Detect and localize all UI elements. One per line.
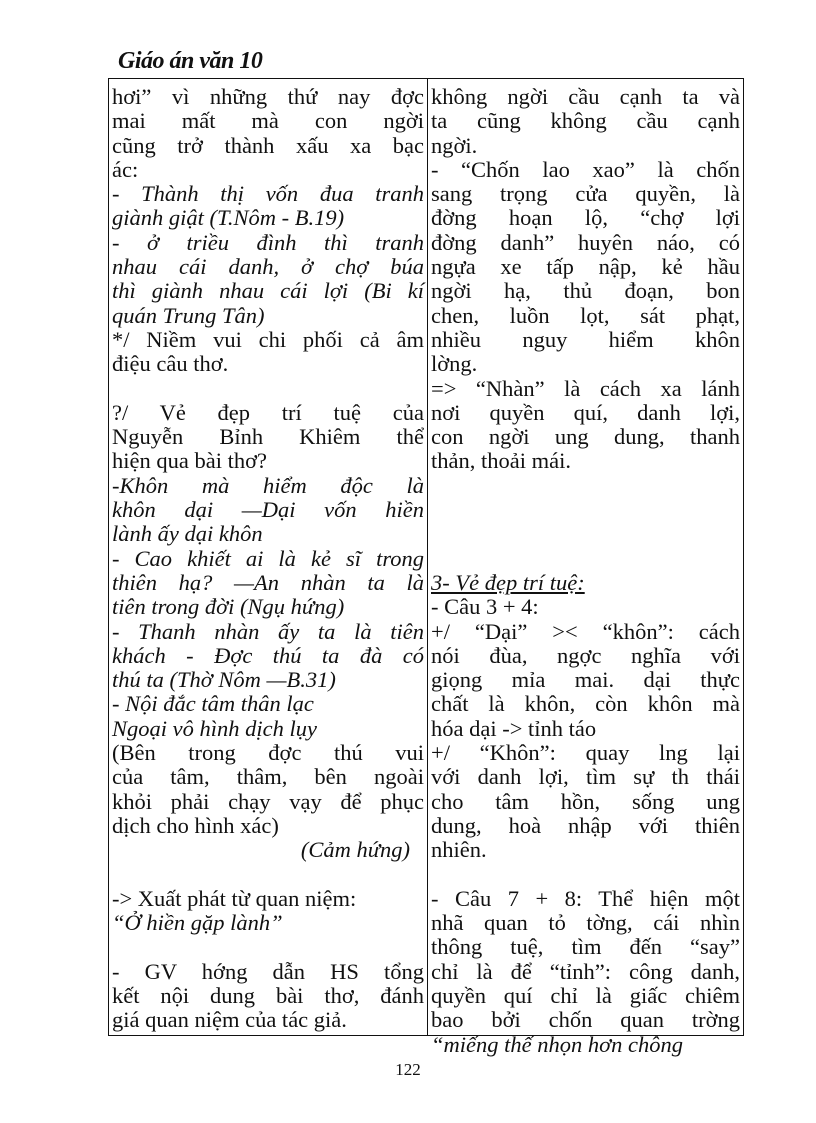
right-line: sang trọng cửa quyền, là: [431, 181, 740, 207]
left-line: hơi” vì những thứ nay đợc: [112, 84, 424, 109]
right-line: thản, thoải mái.: [431, 448, 571, 474]
right-line: nói đùa, ngợc nghĩa với: [431, 642, 740, 668]
left-line: -Khôn mà hiểm độc là: [112, 472, 424, 498]
left-line: điệu câu thơ.: [112, 351, 229, 377]
left-line: lành ấy dại khôn: [112, 521, 263, 547]
right-line: => “Nhàn” là cách xa lánh: [431, 375, 740, 401]
page-number: 122: [395, 1060, 421, 1079]
right-line: chất là khôn, còn khôn mà: [431, 691, 740, 717]
left-line: (Bên trong đợc thú vui: [112, 740, 424, 766]
left-line: ?/ Vẻ đẹp trí tuệ của: [112, 399, 424, 425]
right-line: - Câu 7 + 8: Thể hiện một: [431, 885, 740, 911]
right-line: không ngời cầu cạnh ta và: [431, 84, 740, 109]
left-line: quán Trung Tân): [112, 302, 265, 328]
section-heading: 3- Vẻ đẹp trí tuệ:: [431, 569, 585, 595]
left-line: - Thanh nhàn ấy ta là tiên: [112, 618, 424, 644]
right-line: +/ “Dại” >< “khôn”: cách: [431, 618, 740, 644]
left-line: thì giành nhau cái lợi (Bi kí: [112, 278, 424, 304]
right-column: [428, 79, 743, 1057]
left-column: [109, 79, 428, 1035]
right-line: [431, 547, 740, 571]
left-line: của tâm, thâm, bên ngoài: [112, 764, 424, 790]
left-line: ác:: [112, 156, 139, 182]
right-line: [431, 498, 740, 522]
left-line: - Nội đắc tâm thân lạc: [112, 691, 314, 717]
left-line: thú ta (Thờ Nôm —B.31): [112, 667, 336, 693]
right-line: “miếng thế nhọn hơn chông: [431, 1031, 683, 1057]
right-line: nhã quan tỏ tờng, cái nhìn: [431, 910, 740, 936]
left-line: nhau cái danh, ở chợ búa: [112, 254, 424, 280]
right-line: - “Chốn lao xao” là chốn: [431, 156, 740, 182]
right-line: đờng hoạn lộ, “chợ lợi: [431, 205, 740, 231]
left-line: khách - Đợc thú ta đà có: [112, 642, 424, 668]
left-line: mai mất mà con ngời: [112, 108, 424, 134]
right-line: nhiều nguy hiểm khôn: [431, 326, 740, 352]
right-line: với danh lợi, tìm sự th thái: [431, 764, 740, 790]
right-line: lờng.: [431, 351, 478, 377]
left-line: Nguyễn Bỉnh Khiêm thể: [112, 424, 424, 450]
right-line: con ngời ung dung, thanh: [431, 424, 740, 450]
right-line: thông tuệ, tìm đến “say”: [431, 934, 740, 960]
left-line: Ngoại vô hình dịch lụy: [112, 715, 317, 741]
right-line: bao bởi chốn quan trờng: [431, 1007, 740, 1033]
right-line: [431, 522, 740, 546]
right-line: cho tâm hồn, sống ung: [431, 788, 740, 814]
right-line: chỉ là để “tỉnh”: công danh,: [431, 958, 740, 984]
right-line: chen, luồn lọt, sát phạt,: [431, 302, 740, 328]
left-line: - ở triều đình thì tranh: [112, 229, 424, 255]
right-line: nhiên.: [431, 837, 487, 863]
left-line: kết nội dung bài thơ, đánh: [112, 982, 424, 1008]
left-line: “Ở hiền gặp lành”: [112, 910, 283, 936]
left-line: giành giật (T.Nôm - B.19): [112, 205, 345, 231]
left-line: khỏi phải chạy vạy để phục: [112, 788, 424, 814]
right-line: hóa dại -> tỉnh táo: [431, 715, 597, 741]
right-line: giọng mỉa mai. dại thực: [431, 667, 740, 693]
left-line: - Cao khiết ai là kẻ sĩ trong: [112, 545, 424, 571]
right-line: dung, hoà nhập với thiên: [431, 812, 740, 838]
right-line: - Câu 3 + 4:: [431, 594, 539, 620]
left-line: [112, 377, 424, 401]
left-line: - Thành thị vốn đua tranh: [112, 181, 424, 207]
content-table: [108, 78, 744, 1057]
right-line: ngời.: [431, 132, 478, 158]
right-line: đờng danh” huyên náo, có: [431, 229, 740, 255]
right-line: ta cũng không cầu cạnh: [431, 108, 740, 134]
left-line: [112, 863, 424, 887]
document-header-title: Giáo án văn 10: [118, 48, 263, 74]
left-line: cũng trở thành xấu xa bạc: [112, 132, 424, 158]
right-line: ngời hạ, thủ đoạn, bon: [431, 278, 740, 304]
left-line: */ Niềm vui chi phối cả âm: [112, 326, 424, 352]
left-line: dịch cho hình xác): [112, 812, 279, 838]
right-line: [431, 863, 740, 887]
left-line: -> Xuất phát từ quan niệm:: [112, 885, 357, 911]
right-line: +/ “Khôn”: quay lng lại: [431, 740, 740, 766]
left-line: thiên hạ? —An nhàn ta là: [112, 569, 424, 595]
left-line: - GV hớng dẫn HS tổng: [112, 958, 424, 984]
left-line: hiện qua bài thơ?: [112, 448, 267, 474]
right-line: ngựa xe tấp nập, kẻ hầu: [431, 254, 740, 280]
right-line: quyền quí chỉ là giấc chiêm: [431, 982, 740, 1008]
left-line: tiên trong đời (Ngụ hứng): [112, 594, 345, 620]
left-line: (Cảm hứng): [300, 837, 410, 863]
right-line: nơi quyền quí, danh lợi,: [431, 399, 740, 425]
right-line: [431, 474, 740, 498]
left-line: khôn dại —Dại vốn hiền: [112, 497, 424, 523]
left-line: [112, 935, 424, 959]
left-line: giá quan niệm của tác giả.: [112, 1007, 347, 1033]
